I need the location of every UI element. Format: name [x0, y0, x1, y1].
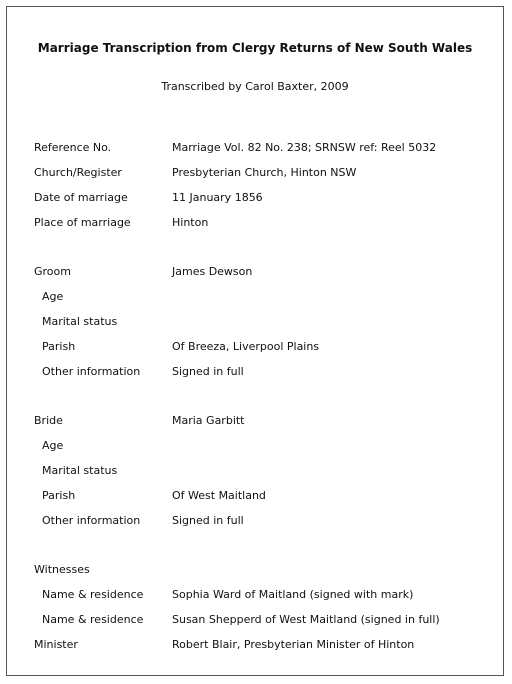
bride-other-row [7, 514, 503, 532]
groom-parish-value: Of Breeza, Liverpool Plains [172, 340, 320, 353]
groom-other-label: Other information [42, 365, 141, 378]
groom-other-value: Signed in full [172, 365, 244, 378]
minister-row [7, 638, 503, 656]
witness-1-label: Name & residence [42, 588, 144, 601]
bride-parish-value: Of West Maitland [172, 489, 266, 502]
groom-parish-row [7, 340, 503, 358]
minister-value: Robert Blair, Presbyterian Minister of Hinton [172, 638, 415, 651]
groom-age-row [7, 290, 503, 308]
groom-row [7, 265, 503, 283]
witness-2-row [7, 613, 503, 631]
reference-label: Reference No. [34, 141, 112, 154]
reference-row [7, 141, 503, 159]
bride-parish-row [7, 489, 503, 507]
groom-name: James Dewson [172, 265, 253, 278]
bride-other-label: Other information [42, 514, 141, 527]
groom-age-label: Age [42, 290, 64, 303]
document-subtitle: Transcribed by Carol Baxter, 2009 [161, 80, 349, 93]
groom-label: Groom [34, 265, 71, 278]
groom-marital-label: Marital status [42, 315, 118, 328]
reference-value: Marriage Vol. 82 No. 238; SRNSW ref: Reel 5032 [172, 141, 437, 154]
bride-parish-label: Parish [42, 489, 76, 502]
bride-marital-row [7, 464, 503, 482]
bride-age-row [7, 439, 503, 457]
place-row [7, 216, 503, 234]
date-row [7, 191, 503, 209]
witness-1-row [7, 588, 503, 606]
witness-2-value: Susan Shepperd of West Maitland (signed in full) [172, 613, 440, 626]
witnesses-label: Witnesses [34, 563, 90, 576]
minister-label: Minister [34, 638, 78, 651]
groom-other-row [7, 365, 503, 383]
witnesses-row [7, 563, 503, 581]
bride-other-value: Signed in full [172, 514, 244, 527]
groom-marital-row [7, 315, 503, 333]
witness-2-label: Name & residence [42, 613, 144, 626]
document-title: Marriage Transcription from Clergy Returns of New South Wales [37, 41, 473, 55]
place-label: Place of marriage [34, 216, 131, 229]
date-value: 11 January 1856 [172, 191, 263, 204]
bride-marital-label: Marital status [42, 464, 118, 477]
bride-age-label: Age [42, 439, 64, 452]
bride-label: Bride [34, 414, 63, 427]
witness-1-value: Sophia Ward of Maitland (signed with mark) [172, 588, 414, 601]
church-value: Presbyterian Church, Hinton NSW [172, 166, 357, 179]
church-label: Church/Register [34, 166, 122, 179]
church-row [7, 166, 503, 184]
bride-row [7, 414, 503, 432]
bride-name: Maria Garbitt [172, 414, 245, 427]
document-page [6, 6, 504, 676]
place-value: Hinton [172, 216, 209, 229]
date-label: Date of marriage [34, 191, 128, 204]
groom-parish-label: Parish [42, 340, 76, 353]
